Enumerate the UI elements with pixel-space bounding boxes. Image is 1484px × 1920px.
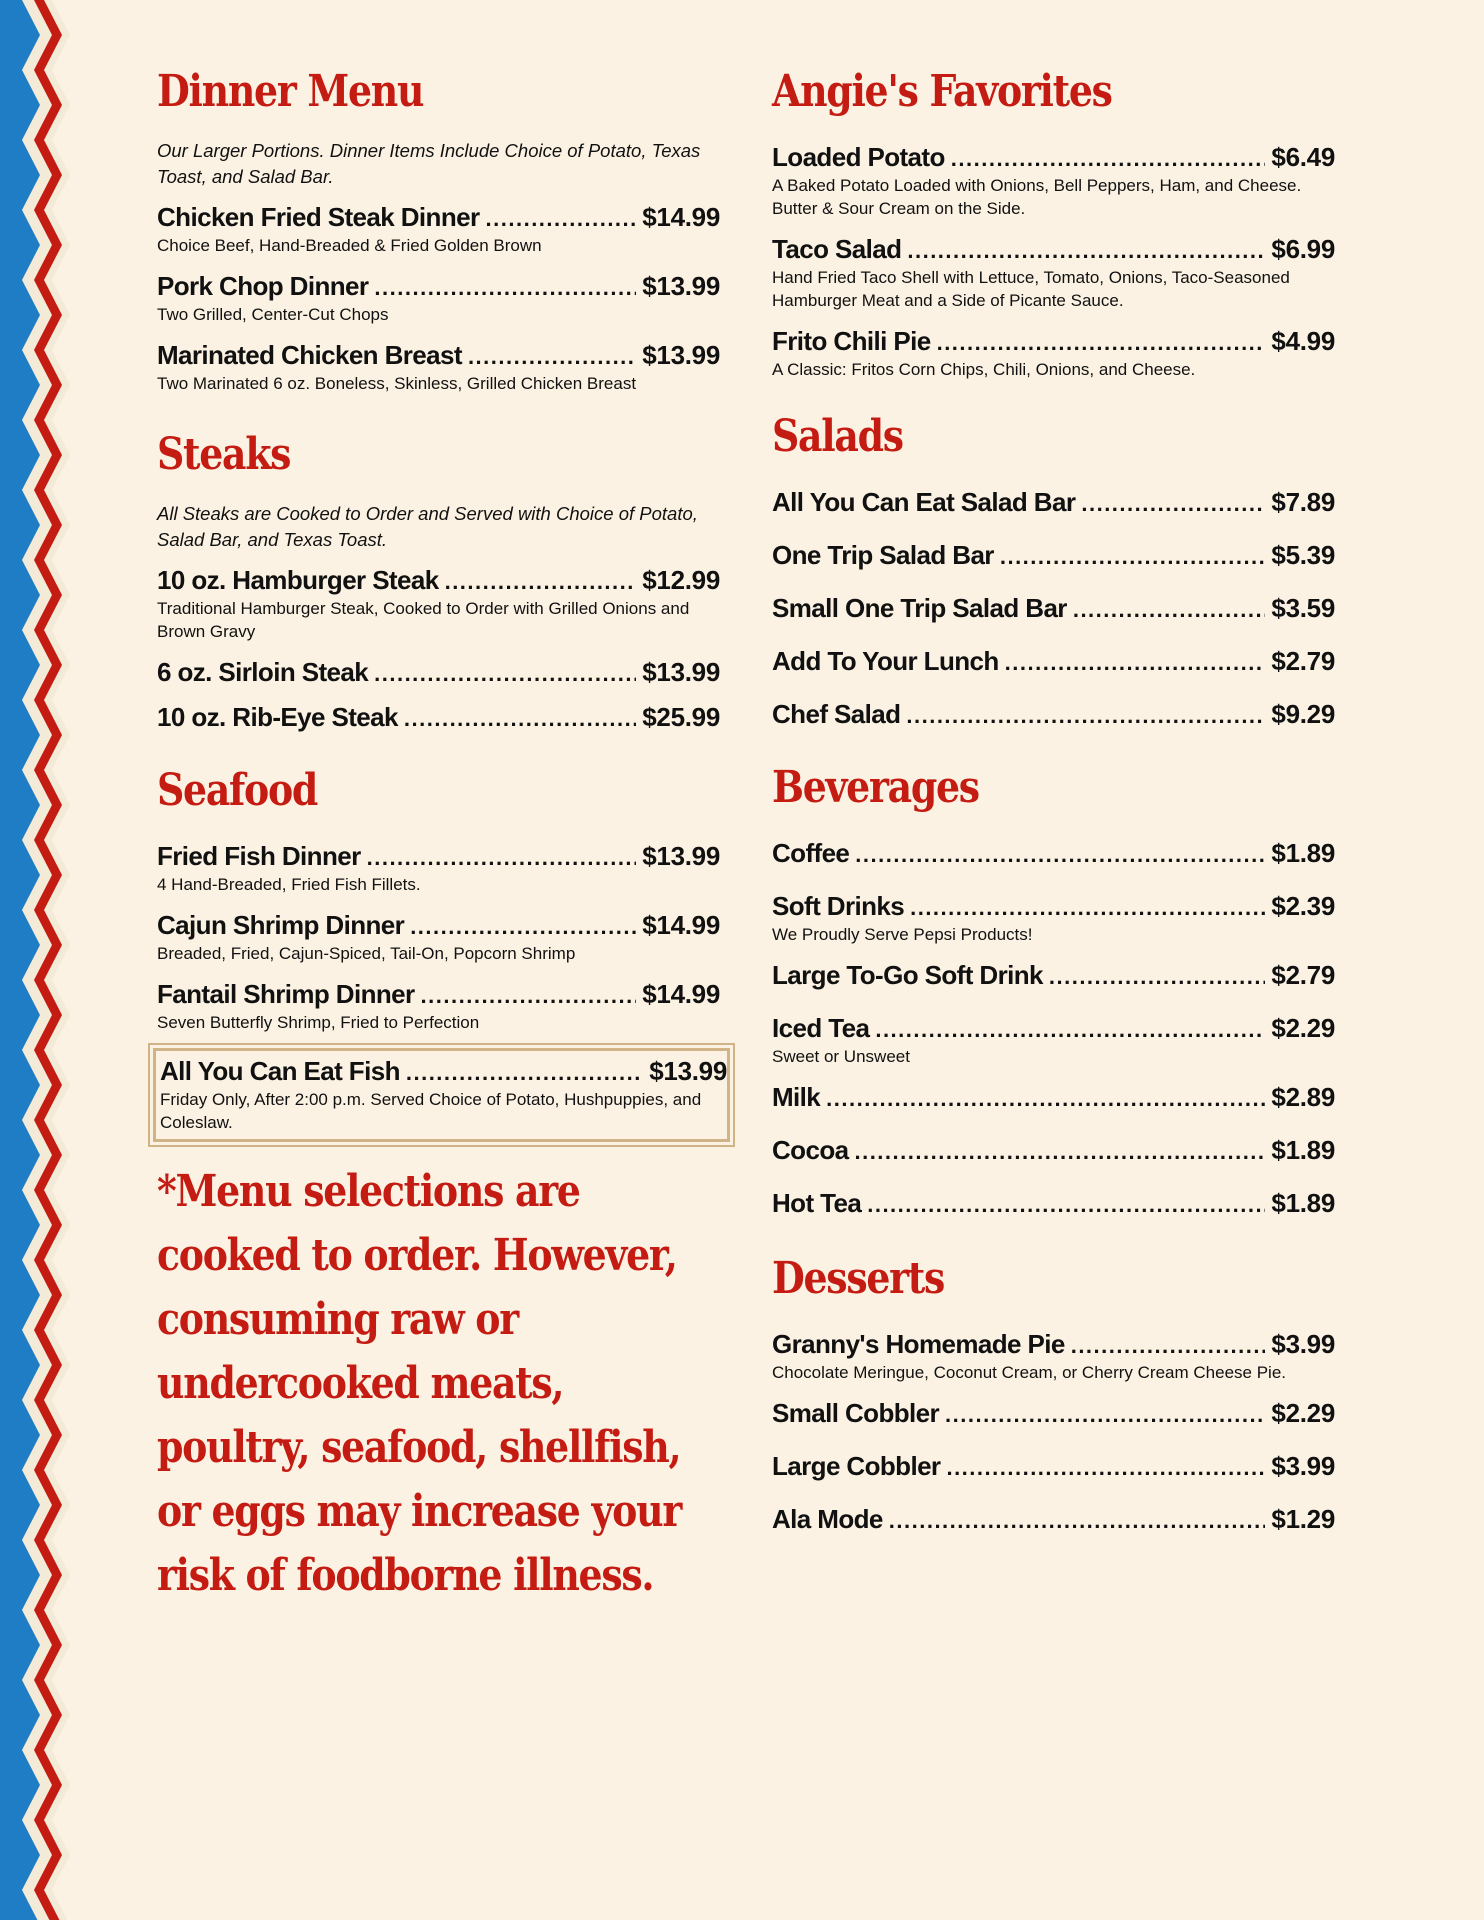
dot-leader xyxy=(826,1086,1265,1112)
menu-item-price: $1.29 xyxy=(1271,1504,1335,1534)
menu-item-description: Traditional Hamburger Steak, Cooked to Order with Grilled Onions and Brown Gravy xyxy=(157,599,690,641)
menu-item-name: All You Can Eat Salad Bar xyxy=(772,487,1076,517)
menu-item-name: Soft Drinks xyxy=(772,891,905,921)
menu-list-desserts xyxy=(772,1329,1335,1535)
menu-item-price: $1.89 xyxy=(1271,1188,1335,1218)
dot-leader xyxy=(1049,964,1266,990)
dot-leader xyxy=(406,1060,643,1086)
menu-item-name: 6 oz. Sirloin Steak xyxy=(157,657,369,687)
menu-item xyxy=(772,234,1335,312)
menu-item-name: Large Cobbler xyxy=(772,1451,941,1481)
menu-item-description: Choice Beef, Hand-Breaded & Fried Golden Brown xyxy=(157,236,542,255)
menu-item-name: Granny's Homemade Pie xyxy=(772,1329,1065,1359)
menu-item xyxy=(772,646,1335,677)
menu-item-description: Hand Fried Taco Shell with Lettuce, Tomato, Onions, Taco-Seasoned Hamburger Meat and a Side of Picante Sauce. xyxy=(772,268,1290,310)
menu-item-name: Large To-Go Soft Drink xyxy=(772,960,1043,990)
section-title-favorites: Angie's Favorites xyxy=(772,66,1112,117)
dot-leader xyxy=(907,238,1265,264)
dot-leader xyxy=(486,206,637,232)
menu-item xyxy=(157,841,720,896)
menu-item-price: $14.99 xyxy=(642,979,720,1009)
dot-leader xyxy=(445,569,637,595)
menu-item xyxy=(772,1082,1335,1113)
zigzag-border-decoration xyxy=(0,0,100,1920)
menu-item-name: Cocoa xyxy=(772,1135,849,1165)
dot-leader xyxy=(374,275,636,301)
menu-item-price: $1.89 xyxy=(1271,1135,1335,1165)
menu-item-description: Two Marinated 6 oz. Boneless, Skinless, Grilled Chicken Breast xyxy=(157,374,637,393)
menu-item-price: $4.99 xyxy=(1271,326,1335,356)
menu-list-dinner xyxy=(157,202,720,395)
menu-list-salads xyxy=(772,487,1335,730)
menu-item-description: Sweet or Unsweet xyxy=(772,1047,910,1066)
menu-item-name: Ala Mode xyxy=(772,1504,883,1534)
menu-item-price: $13.99 xyxy=(642,657,720,687)
section-intro-steaks: All Steaks are Cooked to Order and Served with Choice of Potato, Salad Bar, and Texas Toast. xyxy=(157,503,698,550)
menu-item xyxy=(157,657,720,688)
dot-leader xyxy=(855,842,1265,868)
menu-item-name: Frito Chili Pie xyxy=(772,326,931,356)
menu-item-price: $25.99 xyxy=(642,702,720,732)
dot-leader xyxy=(906,703,1265,729)
menu-item-price: $2.29 xyxy=(1271,1013,1335,1043)
dot-leader xyxy=(875,1017,1265,1043)
menu-item-price: $2.79 xyxy=(1271,960,1335,990)
menu-item xyxy=(157,271,720,326)
menu-item-name: Iced Tea xyxy=(772,1013,870,1043)
menu-list-steaks xyxy=(157,565,720,733)
menu-item-name: 10 oz. Hamburger Steak xyxy=(157,565,439,595)
menu-item-name: Fantail Shrimp Dinner xyxy=(157,979,415,1009)
menu-item-price: $2.29 xyxy=(1271,1398,1335,1428)
menu-item-description: Breaded, Fried, Cajun-Spiced, Tail-On, Popcorn Shrimp xyxy=(157,944,576,963)
dot-leader xyxy=(854,1139,1265,1165)
dot-leader xyxy=(468,344,636,370)
menu-item-name: Fried Fish Dinner xyxy=(157,841,361,871)
menu-item xyxy=(772,699,1335,730)
dot-leader xyxy=(374,661,636,687)
menu-item xyxy=(772,540,1335,571)
menu-item-description: Chocolate Meringue, Coconut Cream, or Cherry Cream Cheese Pie. xyxy=(772,1363,1287,1382)
menu-item xyxy=(772,1329,1335,1384)
menu-item-description: We Proudly Serve Pepsi Products! xyxy=(772,925,1033,944)
menu-item-name: Small Cobbler xyxy=(772,1398,940,1428)
menu-item-price: $13.99 xyxy=(642,340,720,370)
menu-item xyxy=(157,702,720,733)
menu-item-price: $13.99 xyxy=(649,1056,727,1086)
menu-item-price: $6.99 xyxy=(1271,234,1335,264)
section-title-steaks: Steaks xyxy=(157,429,291,480)
menu-item xyxy=(157,979,720,1034)
menu-item-description: Two Grilled, Center-Cut Chops xyxy=(157,305,389,324)
dot-leader xyxy=(1005,650,1266,676)
menu-item-price: $14.99 xyxy=(642,910,720,940)
menu-item-name: Coffee xyxy=(772,838,850,868)
menu-item xyxy=(157,340,720,395)
menu-item-price: $13.99 xyxy=(642,841,720,871)
menu-item-name: One Trip Salad Bar xyxy=(772,540,994,570)
dot-leader xyxy=(910,895,1265,921)
menu-item-description: 4 Hand-Breaded, Fried Fish Fillets. xyxy=(157,875,421,894)
menu-item-name: Loaded Potato xyxy=(772,142,945,172)
menu-item-name: 10 oz. Rib-Eye Steak xyxy=(157,702,398,732)
menu-item xyxy=(772,1504,1335,1535)
menu-item-name: Cajun Shrimp Dinner xyxy=(157,910,405,940)
dot-leader xyxy=(945,1402,1265,1428)
dot-leader xyxy=(367,845,637,871)
menu-item-price: $3.99 xyxy=(1271,1329,1335,1359)
menu-item-price: $2.39 xyxy=(1271,891,1335,921)
food-safety-disclaimer: *Menu selections are cooked to order. However, consuming raw or undercooked meats, poultry, seafood, shellfish, or eggs may increase your risk of foodborne illness. xyxy=(157,1166,681,1601)
menu-item-name: Hot Tea xyxy=(772,1188,862,1218)
menu-item-name: Chicken Fried Steak Dinner xyxy=(157,202,480,232)
menu-item xyxy=(772,1188,1335,1219)
menu-list-beverages xyxy=(772,838,1335,1219)
menu-item-price: $14.99 xyxy=(642,202,720,232)
left-column xyxy=(157,60,727,1608)
section-title-seafood: Seafood xyxy=(157,765,318,816)
menu-item xyxy=(772,326,1335,381)
menu-item-name: Pork Chop Dinner xyxy=(157,271,369,301)
dot-leader xyxy=(1081,491,1265,517)
menu-item-price: $6.49 xyxy=(1271,142,1335,172)
menu-item xyxy=(772,1013,1335,1068)
menu-item xyxy=(772,838,1335,869)
dot-leader xyxy=(1000,544,1266,570)
section-title-beverages: Beverages xyxy=(772,762,979,813)
menu-item xyxy=(157,565,720,643)
menu-item-price: $12.99 xyxy=(642,565,720,595)
menu-item-price: $3.59 xyxy=(1271,593,1335,623)
menu-item-price: $1.89 xyxy=(1271,838,1335,868)
menu-item-description: Friday Only, After 2:00 p.m. Served Choice of Potato, Hushpuppies, and Coleslaw. xyxy=(160,1090,702,1132)
dot-leader xyxy=(1073,597,1266,623)
menu-item-price: $9.29 xyxy=(1271,699,1335,729)
menu-item xyxy=(153,1048,730,1142)
menu-item xyxy=(157,910,720,965)
menu-item-name: Taco Salad xyxy=(772,234,902,264)
menu-item xyxy=(772,1451,1335,1482)
menu-list-favorites xyxy=(772,142,1335,381)
menu-item xyxy=(772,960,1335,991)
menu-item-price: $2.89 xyxy=(1271,1082,1335,1112)
menu-item-price: $13.99 xyxy=(642,271,720,301)
menu-item-name: All You Can Eat Fish xyxy=(160,1056,400,1086)
menu-item xyxy=(772,487,1335,518)
menu-item-description: A Classic: Fritos Corn Chips, Chili, Onions, and Cheese. xyxy=(772,360,1196,379)
menu-list-seafood xyxy=(157,841,727,1142)
dot-leader xyxy=(937,330,1266,356)
dot-leader xyxy=(1071,1333,1266,1359)
dot-leader xyxy=(404,706,636,732)
menu-item xyxy=(772,593,1335,624)
section-title-desserts: Desserts xyxy=(772,1253,944,1304)
menu-item-name: Small One Trip Salad Bar xyxy=(772,593,1067,623)
menu-item-price: $2.79 xyxy=(1271,646,1335,676)
menu-item-price: $5.39 xyxy=(1271,540,1335,570)
menu-item xyxy=(772,142,1335,220)
menu-item xyxy=(157,202,720,257)
menu-item xyxy=(772,1135,1335,1166)
menu-item xyxy=(772,891,1335,946)
section-intro-dinner: Our Larger Portions. Dinner Items Include Choice of Potato, Texas Toast, and Salad Bar. xyxy=(157,140,701,187)
menu-item-name: Chef Salad xyxy=(772,699,901,729)
menu-item-price: $3.99 xyxy=(1271,1451,1335,1481)
menu-item xyxy=(772,1398,1335,1429)
section-title-dinner: Dinner Menu xyxy=(157,66,424,117)
right-column xyxy=(772,60,1335,1557)
dot-leader xyxy=(946,1455,1265,1481)
dot-leader xyxy=(410,914,636,940)
section-title-salads: Salads xyxy=(772,411,903,462)
dot-leader xyxy=(951,146,1266,172)
menu-item-name: Milk xyxy=(772,1082,821,1112)
dot-leader xyxy=(867,1192,1265,1218)
menu-item-name: Add To Your Lunch xyxy=(772,646,999,676)
menu-item-description: A Baked Potato Loaded with Onions, Bell Peppers, Ham, and Cheese. Butter & Sour Cream on the Side. xyxy=(772,176,1302,218)
menu-item-name: Marinated Chicken Breast xyxy=(157,340,462,370)
menu-item-price: $7.89 xyxy=(1271,487,1335,517)
dot-leader xyxy=(889,1508,1266,1534)
dot-leader xyxy=(421,983,637,1009)
menu-item-description: Seven Butterfly Shrimp, Fried to Perfection xyxy=(157,1013,480,1032)
